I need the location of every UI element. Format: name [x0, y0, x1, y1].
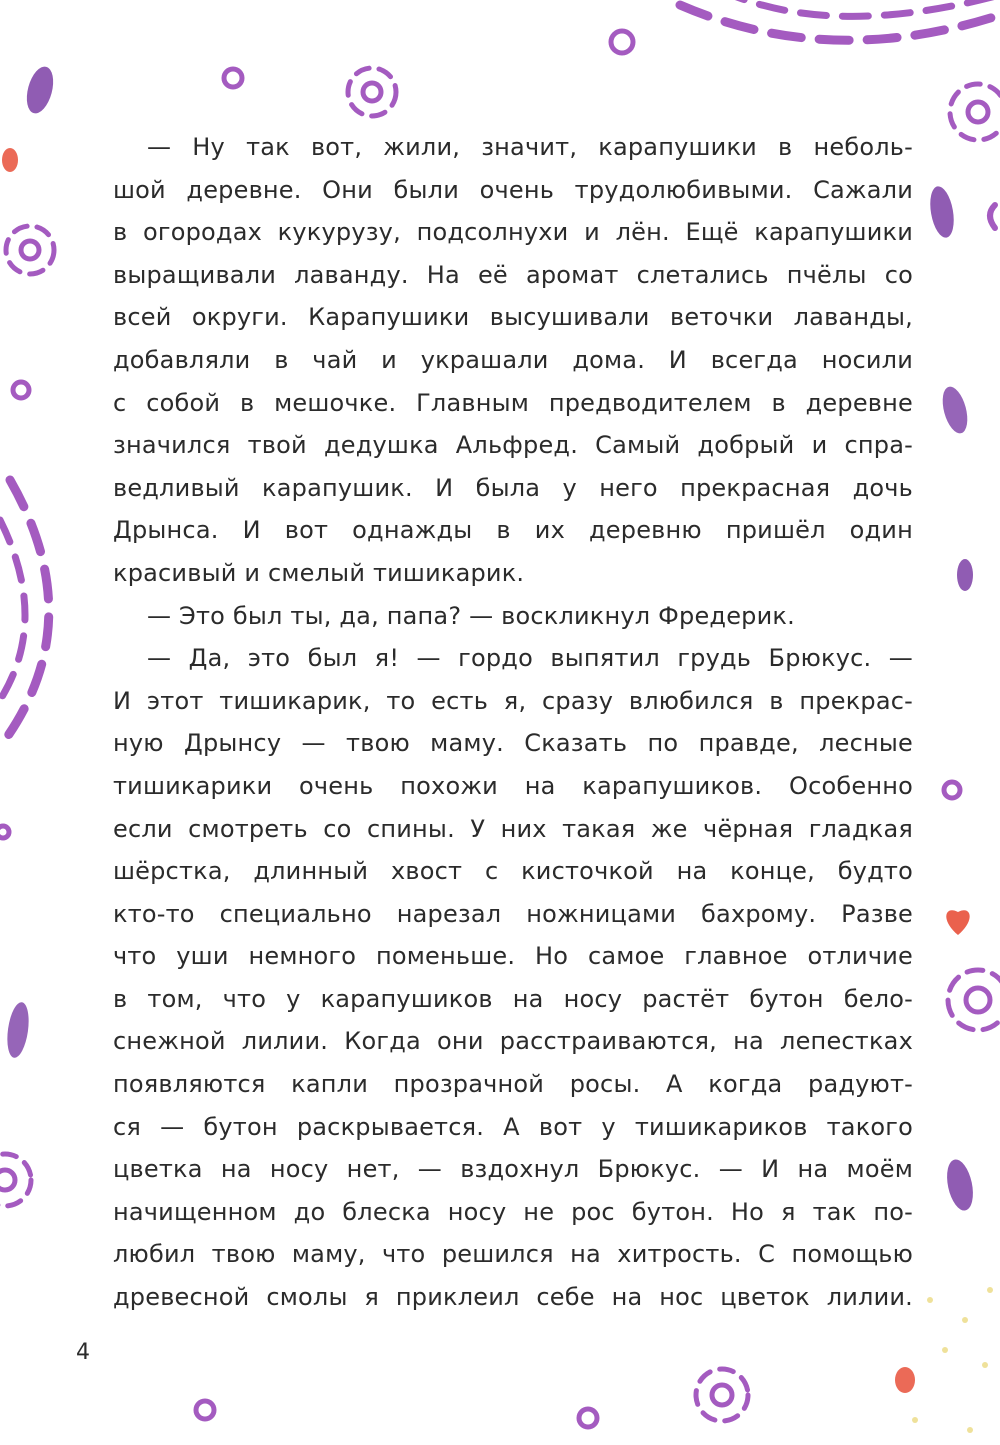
heart-icon	[946, 910, 969, 935]
text-line: древесной смолы я приклеил себе на нос цветок лилии.	[113, 1283, 913, 1312]
yellow-speckles	[912, 1287, 993, 1433]
text-line: снежной лилии. Когда они расстраиваются, на лепестках	[113, 1027, 913, 1056]
text-line: добавляли в чай и украшали дома. И всегда носили	[113, 345, 913, 374]
text-line: Дрынса. И вот однажды в их деревню пришёл один	[113, 516, 913, 545]
text-line: — Ну так вот, жили, значит, карапушики в неболь-	[147, 133, 913, 161]
page-number: 4	[76, 1340, 90, 1365]
text-line: ведливый карапушик. И была у него прекрасная дочь	[113, 473, 913, 502]
text-line: значился твой дедушка Альфред. Самый добрый и спра-	[113, 431, 913, 460]
text-line: ся — бутон раскрывается. А вот у тишикариков такого	[113, 1112, 913, 1141]
text-line: любил твою маму, что решился на хитрость. С помощью	[113, 1240, 913, 1269]
dashed-arc-top-right	[680, 0, 1000, 40]
text-line: всей округи. Карапушики высушивали веточки лаванды,	[113, 303, 913, 332]
text-line: — Да, это был я! — гордо выпятил грудь Брюкус. —	[147, 644, 913, 673]
text-line: тишикарики очень похожи на карапушиков. Особенно	[113, 771, 913, 800]
text-line: выращивали лаванду. На её аромат слетались пчёлы со	[113, 260, 913, 289]
text-line: начищенном до блеска носу не рос бутон. Но я так по-	[113, 1197, 913, 1226]
text-line: появляются капли прозрачной росы. А когда радуют-	[113, 1070, 913, 1099]
text-line: в огородах кукурузу, подсолнухи и лён. Ещё карапушики	[113, 218, 913, 247]
text-line: что уши немного поменьше. Но самое главное отличие	[113, 942, 913, 971]
text-line: с собой в мешочке. Главным предводителем в деревне	[113, 388, 913, 417]
text-line: шой деревне. Они были очень трудолюбивыми. Сажали	[113, 175, 913, 204]
text-line: если смотреть со спины. У них такая же чёрная гладкая	[113, 814, 913, 843]
text-line: шёрстка, длинный хвост с кисточкой на конце, будто	[113, 857, 913, 886]
text-line: И этот тишикарик, то есть я, сразу влюбился в прекрас-	[113, 686, 913, 715]
story-text	[113, 126, 913, 1319]
text-line: кто-то специально нарезал ножницами бахрому. Разве	[113, 899, 913, 928]
text-line: красивый и смелый тишикарик.	[113, 558, 525, 587]
text-line: в том, что у карапушиков на носу растёт бутон бело-	[113, 984, 913, 1013]
text-line: ную Дрынсу — твою маму. Сказать по правде, лесные	[113, 729, 913, 758]
dashed-arc-left	[0, 480, 49, 740]
text-line: — Это был ты, да, папа? — воскликнул Фредерик.	[147, 601, 795, 630]
text-line: цветка на носу нет, — вздохнул Брюкус. — И на моём	[113, 1155, 913, 1184]
